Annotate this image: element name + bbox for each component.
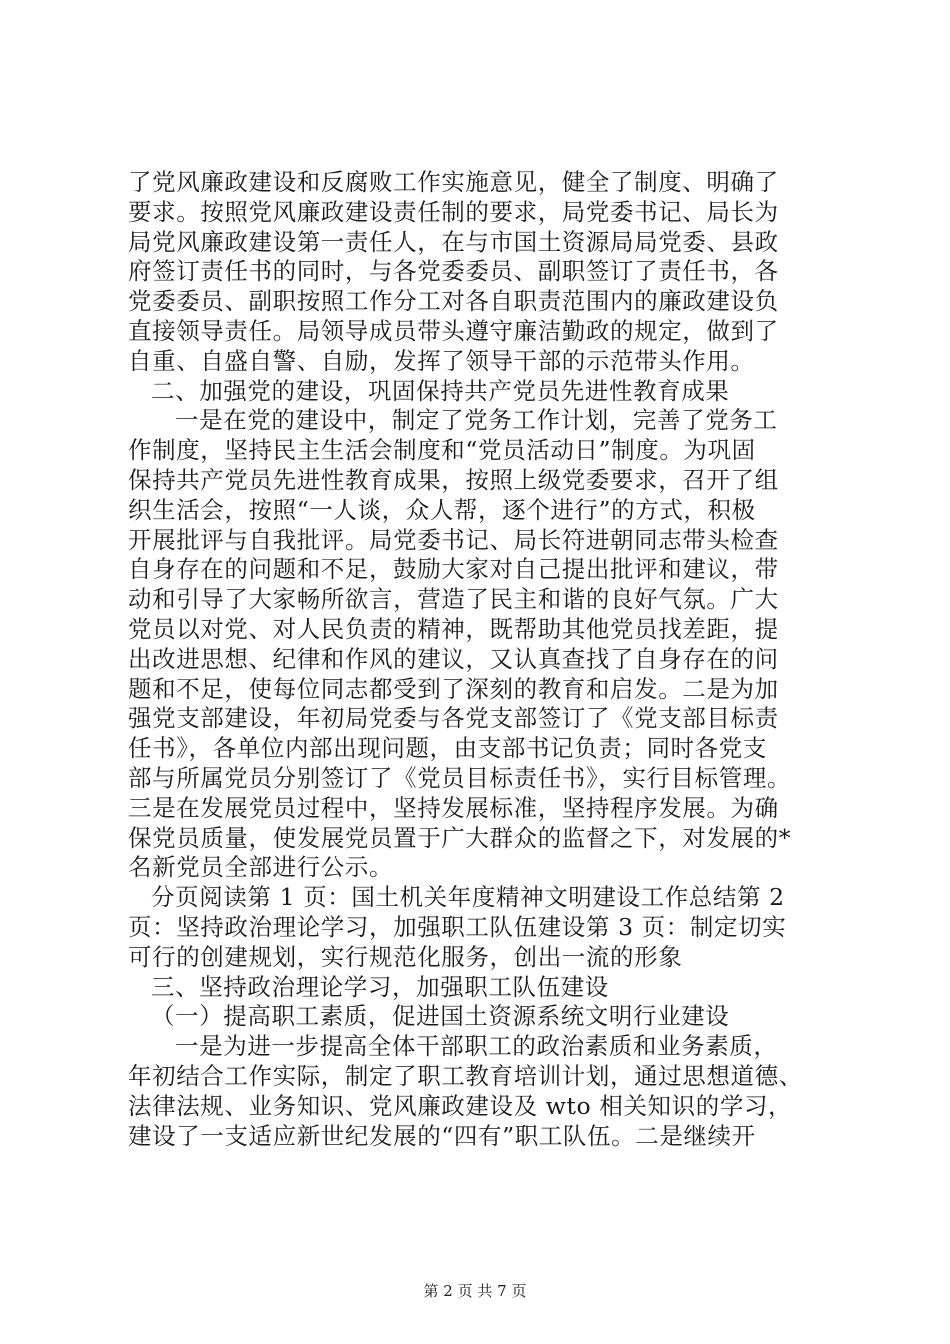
page-footer: 第 2 页 共 7 页: [423, 1282, 527, 1300]
text-line: 要求。按照党风廉政建设责任制的要求，局党委书记、局长为: [128, 197, 779, 226]
text-line: 部与所属党员分别签订了《党员目标责任书》，实行目标管理。: [128, 763, 792, 792]
text-line: 党委委员、副职按照工作分工对各自职责范围内的廉政建设负: [128, 287, 779, 316]
text-line: 建设了一支适应新世纪发展的“四有”职工队伍。二是继续开: [128, 1121, 756, 1150]
text-line: 府签订责任书的同时，与各党委委员、副职签订了责任书，各: [128, 257, 779, 286]
text-line: 可行的创建规划，实行规范化服务，创出一流的形象: [128, 942, 683, 971]
text-line: 保党员质量，使发展党员置于广大群众的监督之下，对发展的*: [128, 823, 792, 852]
text-line: 页：坚持政治理论学习，加强职工队伍建设第 3 页：制定切实: [128, 912, 787, 941]
text-line: 自重、自盛自警、自励，发挥了领导干部的示范带头作用。: [128, 346, 755, 375]
text-line: 党员以对党、对人民负责的精神，既帮助其他党员找差距，提: [128, 614, 779, 643]
text-line: 了党风廉政建设和反腐败工作实施意见，健全了制度、明确了: [128, 168, 779, 196]
text-line: 局党风廉政建设第一责任人，在与市国土资源局局党委、县政: [128, 227, 779, 256]
text-line: 分页阅读第 1 页：国土机关年度精神文明建设工作总结第 2: [151, 883, 785, 912]
text-line: 三、坚持政治理论学习，加强职工队伍建设: [151, 972, 609, 1001]
text-line: 开展批评与自我批评。局党委书记、局长符进朝同志带头检查: [128, 525, 779, 554]
text-line: 动和引导了大家畅所欲言，营造了民主和谐的良好气氛。广大: [128, 585, 779, 614]
text-line: 法律法规、业务知识、党风廉政建设及 wto 相关知识的学习，: [128, 1091, 793, 1120]
text-line: 保持共产党员先进性教育成果，按照上级党委要求，召开了组: [128, 465, 779, 494]
text-line: 强党支部建设，年初局党委与各党支部签订了《党支部目标责: [128, 704, 779, 733]
text-line: 出改进思想、纪律和作风的建议，又认真查找了自身存在的问: [128, 644, 779, 673]
text-line: 一是在党的建设中，制定了党务工作计划，完善了党务工: [175, 406, 778, 435]
text-line: 自身存在的问题和不足，鼓励大家对自己提出批评和建议，带: [128, 555, 779, 584]
text-line: 二、加强党的建设，巩固保持共产党员先进性教育成果: [151, 376, 730, 405]
text-line: 一是为进一步提高全体干部职工的政治素质和业务素质，: [175, 1032, 778, 1061]
text-line: 任书》，各单位内部出现问题，由支部书记负责；同时各党支: [128, 734, 767, 763]
text-line: （一）提高职工素质，促进国土资源系统文明行业建设: [151, 1002, 730, 1031]
text-line: 三是在发展党员过程中，坚持发展标准，坚持程序发展。为确: [128, 793, 779, 822]
document-body: [128, 168, 840, 1151]
text-line: 题和不足，使每位同志都受到了深刻的教育和启发。二是为加: [128, 674, 779, 703]
text-line: 作制度，坚持民主生活会制度和“党员活动日”制度。为巩固: [128, 436, 756, 465]
text-line: 年初结合工作实际，制定了职工教育培训计划，通过思想道德、: [128, 1061, 803, 1090]
text-line: 织生活会，按照“一人谈，众人帮，逐个进行”的方式，积极: [128, 495, 756, 524]
text-line: 直接领导责任。局领导成员带头遵守廉洁勤政的规定，做到了: [128, 316, 779, 345]
text-line: 名新党员全部进行公示。: [128, 853, 394, 882]
